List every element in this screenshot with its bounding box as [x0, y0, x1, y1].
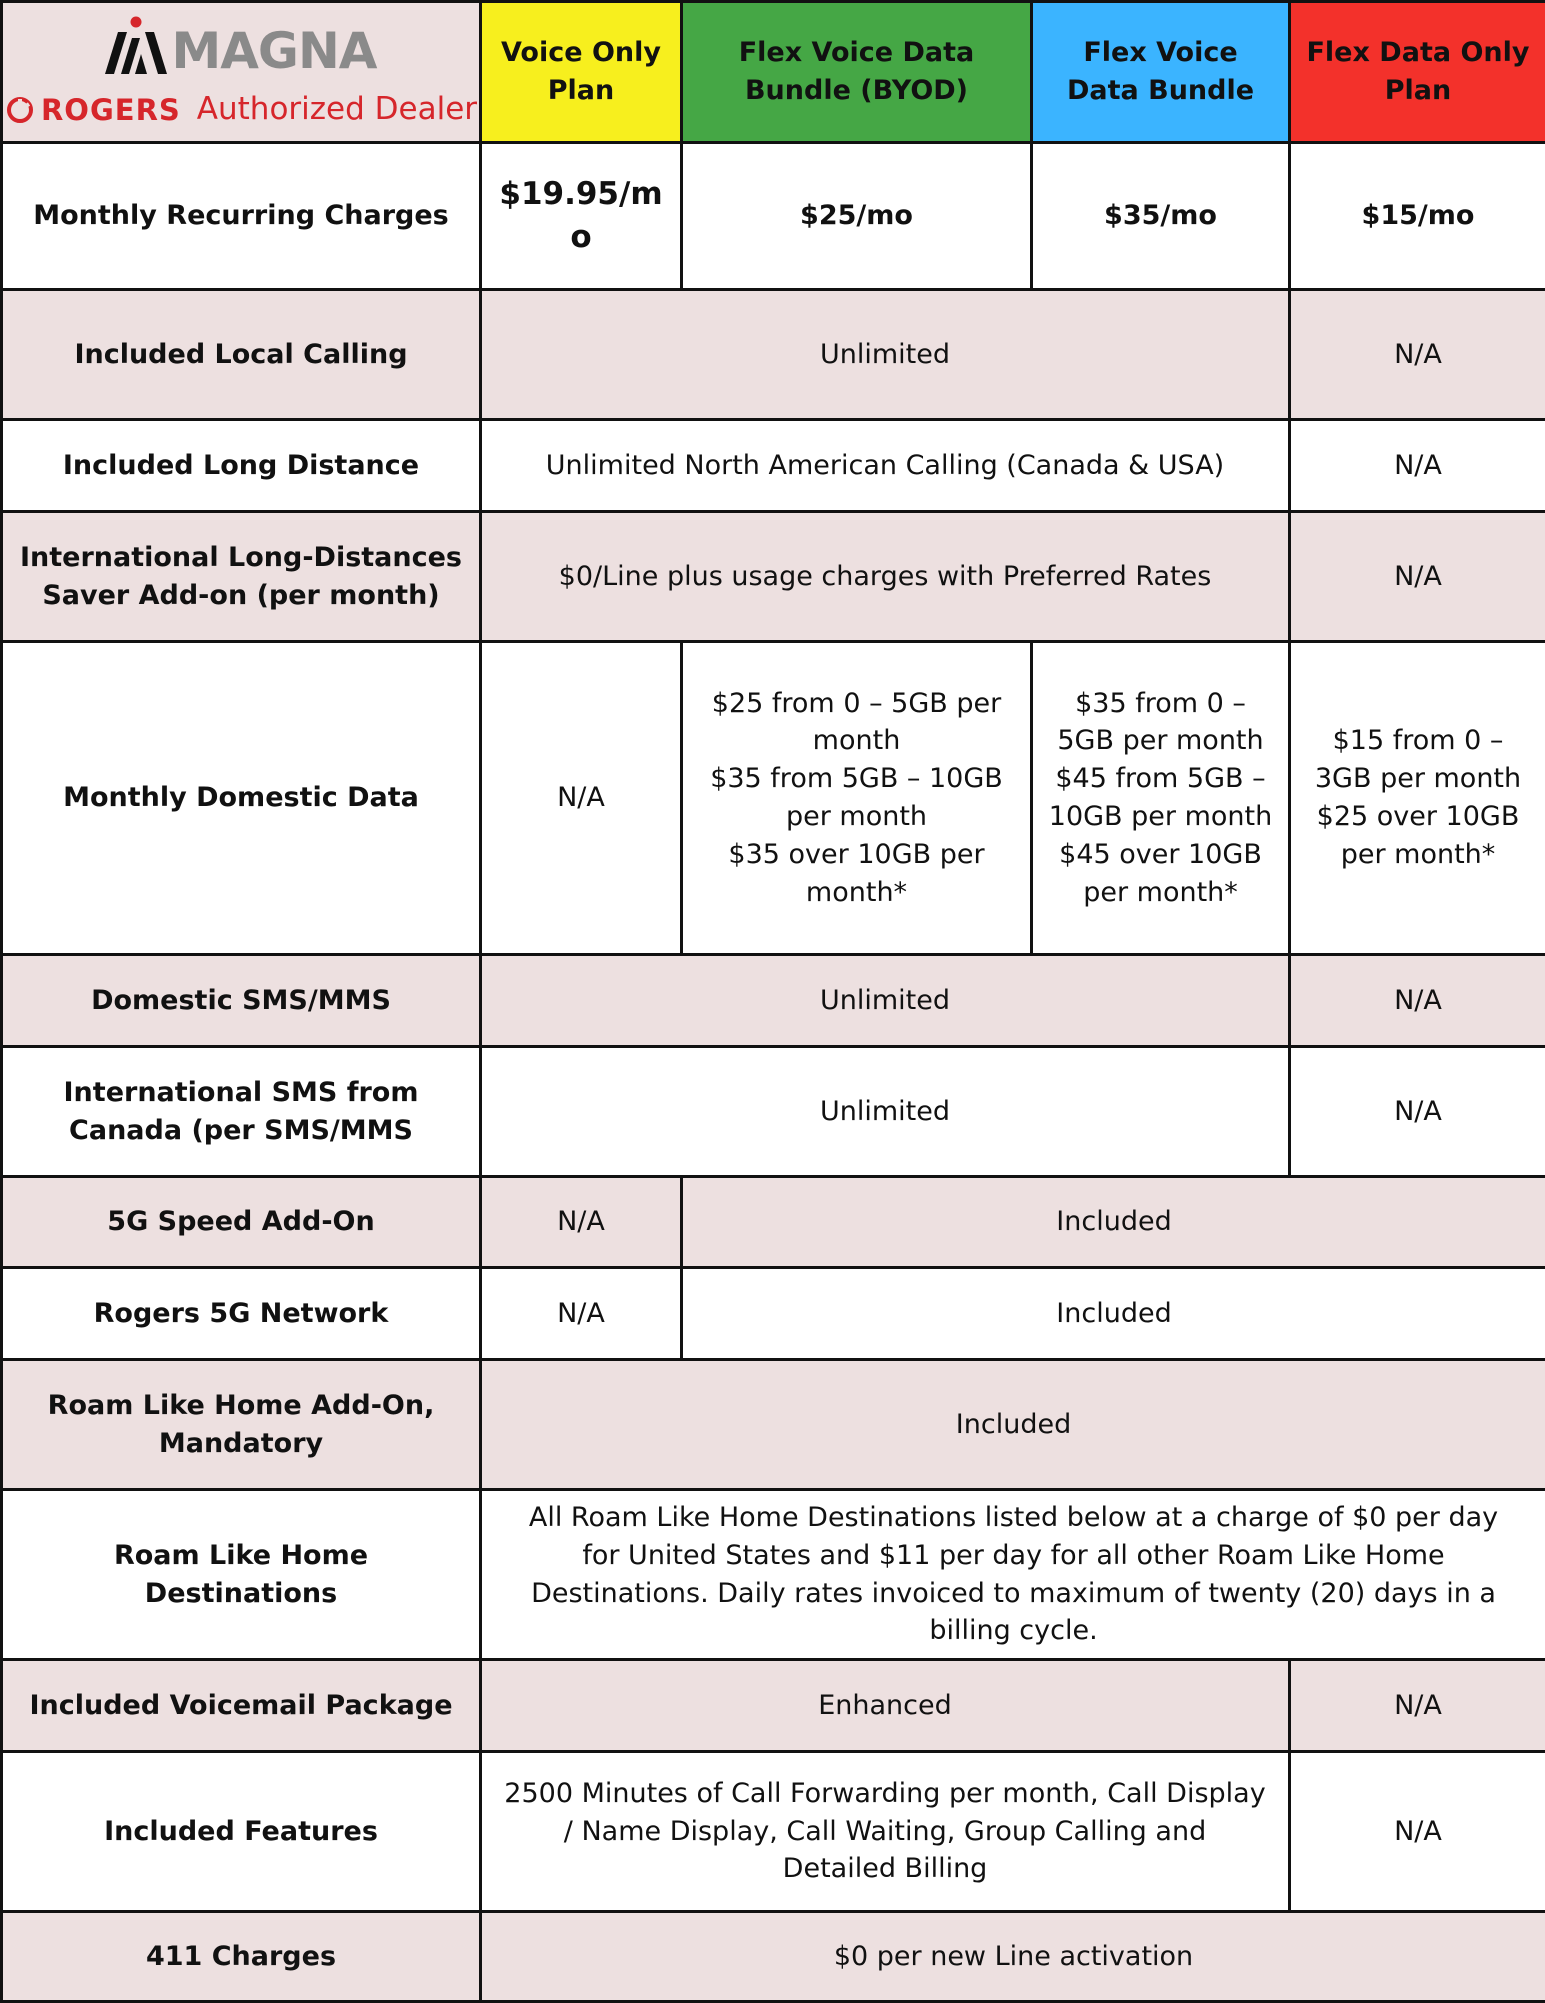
row-roam-destinations: [2, 1490, 1545, 1660]
header-row: [2, 2, 1545, 143]
row-label: Monthly Recurring Charges: [2, 143, 481, 290]
cell-voice-plans: Unlimited: [481, 955, 1290, 1047]
row-label: Rogers 5G Network: [2, 1268, 481, 1360]
row-intl-ld-saver: [2, 512, 1545, 642]
row-voicemail: [2, 1660, 1545, 1752]
cell-all-plans: All Roam Like Home Destinations listed below at a charge of $0 per day for United States and $11 per day for all other Roam Like Home Destinations. Daily rates invoiced to maximum of twenty (20) days in a billing cycle.: [481, 1490, 1545, 1660]
row-label: Included Long Distance: [2, 420, 481, 512]
row-5g-speed-addon: [2, 1177, 1545, 1268]
row-label: International Long-Distances Saver Add-on (per month): [2, 512, 481, 642]
cell-flex-plans: Included: [682, 1177, 1545, 1268]
header-voice-only-plan: Voice Only Plan: [481, 2, 682, 143]
data-voice-only: N/A: [481, 642, 682, 955]
row-intl-sms: [2, 1047, 1545, 1177]
row-domestic-data: [2, 642, 1545, 955]
cell-data-only: N/A: [1290, 290, 1545, 420]
row-label: Roam Like Home Add-On, Mandatory: [2, 1360, 481, 1490]
cell-data-only: N/A: [1290, 1752, 1545, 1912]
cell-voice-only: N/A: [481, 1177, 682, 1268]
row-label: Included Local Calling: [2, 290, 481, 420]
header-flex-data-only-plan: Flex Data Only Plan: [1290, 2, 1545, 143]
authorized-dealer-text: Authorized Dealer: [197, 88, 477, 131]
cell-all-plans: Included: [481, 1360, 1545, 1490]
price-flex-byod: $25/mo: [682, 143, 1032, 290]
row-411-charges: [2, 1912, 1545, 2002]
data-flex-data: $15 from 0 – 3GB per month $25 over 10GB per month*: [1290, 642, 1545, 955]
logo-cell: [2, 2, 481, 143]
cell-voice-only: N/A: [481, 1268, 682, 1360]
row-label: Included Voicemail Package: [2, 1660, 481, 1752]
row-5g-network: [2, 1268, 1545, 1360]
data-flex-byod: $25 from 0 – 5GB per month $35 from 5GB – 10GB per month $35 over 10GB per month*: [682, 642, 1032, 955]
cell-data-only: N/A: [1290, 512, 1545, 642]
cell-all-plans: $0 per new Line activation: [481, 1912, 1545, 2002]
row-roam-addon: [2, 1360, 1545, 1490]
data-flex-bundle: $35 from 0 – 5GB per month $45 from 5GB – 10GB per month $45 over 10GB per month*: [1032, 642, 1290, 955]
cell-data-only: N/A: [1290, 955, 1545, 1047]
cell-flex-plans: Included: [682, 1268, 1545, 1360]
row-label: International SMS from Canada (per SMS/MMS: [2, 1047, 481, 1177]
header-flex-voice-data-byod: Flex Voice Data Bundle (BYOD): [682, 2, 1032, 143]
row-monthly-charges: [2, 143, 1545, 290]
cell-voice-plans: Unlimited North American Calling (Canada & USA): [481, 420, 1290, 512]
price-voice-only: $19.95/mo: [481, 143, 682, 290]
cell-data-only: N/A: [1290, 1047, 1545, 1177]
price-flex-data: $15/mo: [1290, 143, 1545, 290]
magna-logo: [105, 12, 376, 76]
row-label: 5G Speed Add-On: [2, 1177, 481, 1268]
cell-voice-plans: Unlimited: [481, 1047, 1290, 1177]
cell-voice-plans: Enhanced: [481, 1660, 1290, 1752]
rogers-logo-icon: [5, 95, 35, 125]
row-label: Included Features: [2, 1752, 481, 1912]
row-domestic-sms: [2, 955, 1545, 1047]
row-included-features: [2, 1752, 1545, 1912]
cell-voice-plans: Unlimited: [481, 290, 1290, 420]
cell-voice-plans: 2500 Minutes of Call Forwarding per month, Call Display / Name Display, Call Waiting, Group Calling and Detailed Billing: [481, 1752, 1290, 1912]
rogers-dealer-logo: [5, 88, 477, 131]
cell-data-only: N/A: [1290, 1660, 1545, 1752]
row-long-distance: [2, 420, 1545, 512]
cell-voice-plans: $0/Line plus usage charges with Preferred Rates: [481, 512, 1290, 642]
row-label: Monthly Domestic Data: [2, 642, 481, 955]
rogers-wordmark: ROGERS: [41, 90, 181, 131]
header-flex-voice-data-bundle: Flex Voice Data Bundle: [1032, 2, 1290, 143]
cell-data-only: N/A: [1290, 420, 1545, 512]
magna-wordmark: MAGNA: [171, 26, 376, 76]
magna-logo-icon: [105, 16, 167, 76]
row-local-calling: [2, 290, 1545, 420]
row-label: Roam Like Home Destinations: [2, 1490, 481, 1660]
row-label: Domestic SMS/MMS: [2, 955, 481, 1047]
row-label: 411 Charges: [2, 1912, 481, 2002]
price-flex-bundle: $35/mo: [1032, 143, 1290, 290]
